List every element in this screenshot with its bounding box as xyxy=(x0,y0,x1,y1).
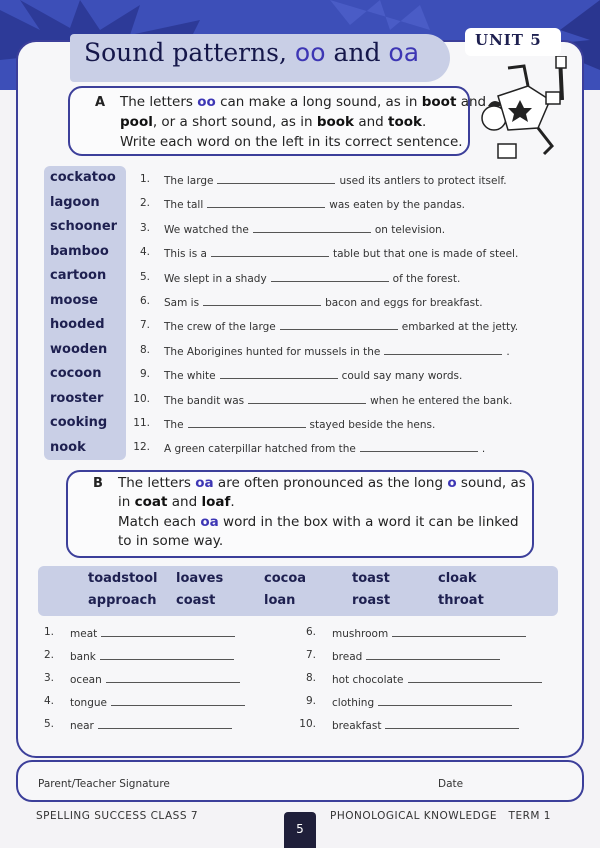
word-list-item: hooded xyxy=(50,317,105,332)
match-word: tongue xyxy=(70,697,107,709)
match-answer-blank[interactable] xyxy=(100,649,234,660)
match-number: 6. xyxy=(305,626,316,638)
oa-word: loan xyxy=(264,593,296,608)
footer-book-title: SPELLING SUCCESS CLASS 7 xyxy=(36,810,199,822)
match-number: 3. xyxy=(43,672,54,684)
sentence-text-before: The crew of the large xyxy=(164,321,276,334)
sentence-number: 9. xyxy=(139,368,150,381)
sentence-number: 7. xyxy=(139,319,150,332)
sentence-text-after: . xyxy=(506,345,510,358)
sentence-text-after: could say many words. xyxy=(341,370,463,383)
word-list-item: bamboo xyxy=(50,243,109,259)
answer-blank[interactable] xyxy=(217,173,335,184)
match-item xyxy=(70,718,232,732)
word-list-item: moose xyxy=(50,292,98,308)
date-label: Date xyxy=(438,778,464,790)
sentence-text-after: was eaten by the pandas. xyxy=(329,199,466,212)
match-item xyxy=(332,626,526,640)
page-title: Sound patterns, oo and oa xyxy=(84,38,420,67)
oa-word: roast xyxy=(352,593,391,608)
sentence-number: 1. xyxy=(139,173,150,185)
sentence-text-after: stayed beside the hens. xyxy=(309,419,436,431)
section-b-letter: B xyxy=(93,476,103,491)
section-b-instruction-line2: in coat and loaf. xyxy=(118,494,235,510)
match-word: clothing xyxy=(332,697,375,709)
match-word: ocean xyxy=(70,674,102,686)
footer-term: PHONOLOGICAL KNOWLEDGE TERM 1 xyxy=(330,810,551,822)
match-answer-blank[interactable] xyxy=(378,695,512,706)
answer-blank[interactable] xyxy=(188,417,306,428)
section-b-instruction-line3: Match each oa word in the box with a word it can be linked xyxy=(118,514,519,530)
sentence xyxy=(164,173,507,187)
match-word: bank xyxy=(70,651,96,663)
word-list-item: wooden xyxy=(50,341,108,357)
sentence-text-before: This is a xyxy=(164,248,207,261)
sentence-number: 3. xyxy=(139,221,150,234)
word-list-item: rooster xyxy=(50,390,104,406)
sentence-number: 11. xyxy=(133,417,150,429)
section-b-instruction-line4: to in some way. xyxy=(118,533,224,549)
sentence xyxy=(164,319,518,333)
sentence-number: 10. xyxy=(133,392,150,405)
answer-blank[interactable] xyxy=(360,441,478,452)
answer-blank[interactable] xyxy=(280,319,398,330)
sentence-text-before: We slept in a shady xyxy=(164,272,267,285)
oa-word: approach xyxy=(88,593,157,608)
answer-blank[interactable] xyxy=(220,368,338,379)
sentence xyxy=(164,197,465,211)
section-a-letter: A xyxy=(95,95,106,110)
sentence-number: 8. xyxy=(139,343,150,356)
sentence-text-after: table but that one is made of steel. xyxy=(332,248,519,261)
oa-word: cocoa xyxy=(264,571,307,586)
sentence-text-after: embarked at the jetty. xyxy=(401,321,519,334)
match-word: near xyxy=(70,720,94,732)
answer-blank[interactable] xyxy=(253,222,371,233)
match-answer-blank[interactable] xyxy=(366,649,500,660)
oa-word: toadstool xyxy=(88,571,158,586)
match-word: bread xyxy=(332,651,363,663)
section-b-instruction-line1: The letters oa are often pronounced as the long o sound, as xyxy=(118,475,526,491)
sentence-text-before: The tall xyxy=(164,199,204,212)
sentence-text-before: The large xyxy=(164,175,214,187)
unit-label: UNIT 5 xyxy=(475,31,542,49)
oa-word: cloak xyxy=(438,571,477,586)
match-answer-blank[interactable] xyxy=(408,672,542,683)
answer-blank[interactable] xyxy=(271,271,389,282)
signature-label: Parent/Teacher Signature xyxy=(38,778,170,790)
word-list-item: cartoon xyxy=(50,268,107,283)
match-number: 1. xyxy=(43,626,54,638)
match-word: mushroom xyxy=(332,628,389,640)
sentence-text-before: The bandit was xyxy=(164,394,245,407)
oa-word: coast xyxy=(176,593,216,608)
match-word: meat xyxy=(70,628,98,640)
match-item xyxy=(70,672,240,686)
answer-blank[interactable] xyxy=(203,295,321,306)
match-answer-blank[interactable] xyxy=(392,626,526,637)
sentence-text-before: We watched the xyxy=(164,223,249,236)
match-answer-blank[interactable] xyxy=(101,626,235,637)
sentence-text-before: Sam is xyxy=(164,297,200,309)
word-list-item: cockatoo xyxy=(50,170,116,185)
sentence xyxy=(164,222,445,236)
sentence xyxy=(164,368,462,382)
sentence xyxy=(164,344,510,358)
match-item xyxy=(332,672,542,686)
sentence-number: 12. xyxy=(133,441,150,454)
word-list-item: lagoon xyxy=(50,194,100,210)
match-answer-blank[interactable] xyxy=(106,672,240,683)
sentence-text-after: used its antlers to protect itself. xyxy=(339,175,507,187)
match-number: 5. xyxy=(43,718,54,730)
match-number: 9. xyxy=(305,695,316,707)
sentence-text-after: on television. xyxy=(374,223,446,236)
match-answer-blank[interactable] xyxy=(98,718,232,729)
match-item xyxy=(332,649,500,663)
sentence-number: 6. xyxy=(139,295,150,307)
sentence xyxy=(164,246,518,260)
answer-blank[interactable] xyxy=(384,344,502,355)
match-item xyxy=(70,695,245,709)
sentence-text-before: A green caterpillar hatched from the xyxy=(164,443,356,456)
sentence-text-after: . xyxy=(481,443,486,456)
sentence-text-after: of the forest. xyxy=(392,272,461,285)
match-number: 8. xyxy=(305,672,316,684)
match-item xyxy=(332,695,512,709)
word-list-item: schooner xyxy=(50,219,118,234)
sentence-text-before: The Aborigines hunted for mussels in the xyxy=(164,345,381,358)
sentence xyxy=(164,295,483,309)
sentence xyxy=(164,417,435,431)
sentence-text-before: The white xyxy=(164,370,216,383)
match-answer-blank[interactable] xyxy=(385,718,519,729)
oa-word: loaves xyxy=(176,571,224,586)
section-a-instruction-line1: The letters oo can make a long sound, as in boot and xyxy=(120,94,487,110)
answer-blank[interactable] xyxy=(211,246,329,257)
match-item xyxy=(332,718,519,732)
sentence-number: 4. xyxy=(139,246,150,259)
sentence xyxy=(164,393,512,407)
match-number: 4. xyxy=(43,695,54,707)
match-item xyxy=(70,649,234,663)
match-item xyxy=(70,626,235,640)
sentence-text-after: when he entered the bank. xyxy=(370,394,513,407)
match-word: breakfast xyxy=(332,720,382,732)
word-list-item: nook xyxy=(50,439,86,455)
match-number: 10. xyxy=(299,718,316,730)
word-list-item: cocoon xyxy=(50,366,102,381)
sentence xyxy=(164,271,460,285)
section-a-instruction-line2: pool, or a short sound, as in book and took. xyxy=(120,114,427,130)
oa-word: toast xyxy=(352,571,390,586)
sentence-number: 2. xyxy=(139,197,150,210)
match-number: 2. xyxy=(43,649,54,661)
answer-blank[interactable] xyxy=(207,197,325,208)
page-number: 5 xyxy=(296,822,304,836)
sentence-number: 5. xyxy=(139,270,150,283)
section-a-instruction-line3: Write each word on the left in its correct sentence. xyxy=(120,134,463,150)
oa-word: throat xyxy=(438,593,484,608)
answer-blank[interactable] xyxy=(248,393,366,404)
match-number: 7. xyxy=(305,649,316,661)
word-list-item: cooking xyxy=(50,415,108,430)
sentence-text-after: bacon and eggs for breakfast. xyxy=(325,297,483,309)
match-answer-blank[interactable] xyxy=(111,695,245,706)
sentence-text-before: The xyxy=(164,419,184,431)
match-word: hot chocolate xyxy=(332,674,404,686)
sentence xyxy=(164,441,485,455)
